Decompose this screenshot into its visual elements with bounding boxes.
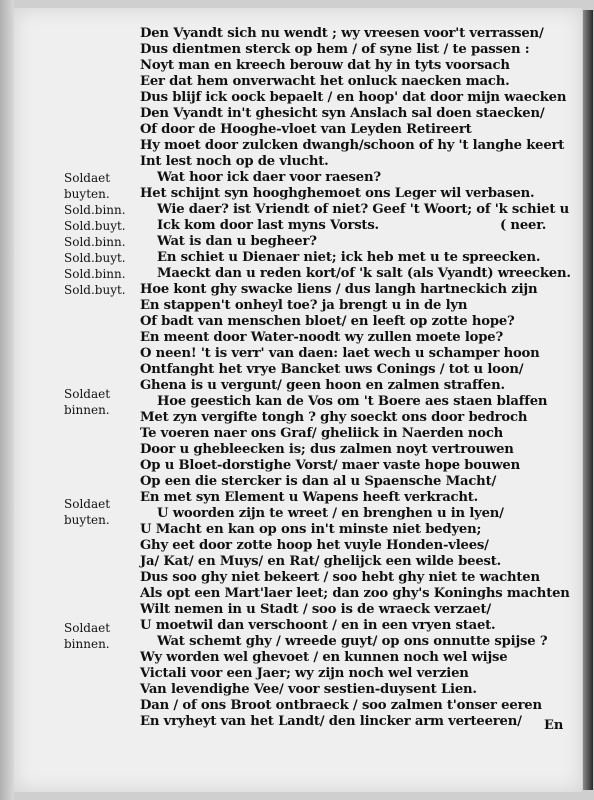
verse-line: Dan / of ons Broot ontbraeck / soo zalmen t'onser eeren: [140, 698, 542, 713]
verse-line: Het schijnt syn hooghghemoet ons Leger wil verbasen.: [140, 186, 535, 201]
verse-line: Victali voor een Jaer; wy zijn noch wel verzien: [140, 666, 469, 681]
verse-line: En schiet u Dienaer niet; ick heb met u te spreecken.: [157, 250, 541, 265]
speaker-label: Sold.buyt.: [64, 219, 126, 233]
speaker-label: Soldaet: [64, 497, 111, 511]
verse-line: Hoe geestich kan de Vos om 't Boere aes staen blaffen: [157, 394, 548, 409]
speaker-label: Sold.buyt.: [64, 283, 126, 297]
verse-line: Hy moet door zulcken dwangh/schoon of hy 't langhe keert: [140, 138, 565, 153]
verse-line: Door u ghebleecken is; dus zalmen noyt vertrouwen: [140, 442, 514, 457]
verse-line: U moetwil dan verschoont / en in een vryen staet.: [140, 618, 496, 633]
verse-line: En met syn Element u Wapens heeft verkracht.: [140, 490, 479, 505]
book-binding: [0, 0, 14, 800]
verse-suffix: ( neer.: [500, 218, 547, 233]
verse-line: Hoe kont ghy swacke liens / dus langh hartneckich zijn: [140, 282, 538, 297]
verse-line: Wat schemt ghy / wreede guyt/ op ons onnutte spijse ?: [157, 634, 548, 649]
speaker-label: binnen.: [64, 637, 110, 651]
page-edge: [583, 10, 593, 790]
speaker-label: binnen.: [64, 403, 110, 417]
verse-line: Den Vyandt sich nu wendt ; wy vreesen voor't verrassen/: [140, 26, 544, 41]
verse-line: Ontfanght het vrye Bancket uws Conings / tot u loon/: [140, 362, 524, 377]
speaker-label: Soldaet: [64, 171, 111, 185]
verse-line: Op u Bloet-dorstighe Vorst/ maer vaste hope bouwen: [140, 458, 521, 473]
speaker-label: Sold.binn.: [64, 203, 126, 217]
verse-line: U woorden zijn te wreet / en brenghen u in lyen/: [157, 506, 504, 521]
speaker-label: buyten.: [64, 513, 110, 527]
verse-line: Wie daer? ist Vriendt of niet? Geef 't Woort; of 'k schiet u: [157, 202, 570, 217]
speaker-label: Sold.binn.: [64, 267, 126, 281]
verse-line: Dus blijf ick oock bepaelt / en hoop' dat door mijn waecken: [140, 90, 567, 105]
verse-line: Int lest noch op de vlucht.: [140, 154, 329, 169]
verse-line: Op een die stercker is dan al u Spaensche Macht/: [140, 474, 497, 489]
verse-line: Wat hoor ick daer voor raesen?: [157, 170, 381, 185]
verse-line: Ghy eet door zotte hoop het vuyle Honden-vlees/: [140, 538, 489, 553]
verse-line: Met zyn vergifte tongh ? ghy soeckt ons door bedroch: [140, 410, 528, 425]
verse-line: Als opt een Mart'laer leet; dan zoo ghy's Koninghs machten: [140, 586, 570, 601]
speaker-label: buyten.: [64, 187, 110, 201]
speaker-label: Sold.binn.: [64, 235, 126, 249]
verse-line: O neen! 't is verr' van daen: laet wech u schamper hoon: [140, 346, 540, 361]
verse-line: Wy worden wel ghevoet / en kunnen noch wel wijse: [140, 650, 508, 665]
verse-line: Wilt nemen in u Stadt / soo is de wraeck verzaet/: [140, 602, 491, 617]
verse-line: En vryheyt van het Landt/ den lincker arm verteeren/: [140, 714, 522, 729]
verse-line: Noyt man en kreech berouw dat hy in tyts voorsach: [140, 58, 510, 73]
verse-line: Den Vyandt in't ghesicht syn Anslach sal doen staecken/: [140, 106, 545, 121]
verse-line: En meent door Water-noodt wy zullen moete lope?: [140, 330, 504, 345]
catchword: En: [544, 718, 564, 733]
verse-line: Ghena is u vergunt/ geen hoon en zalmen straffen.: [140, 378, 505, 393]
verse-line: Eer dat hem onverwacht het onluck naecken mach.: [140, 74, 510, 89]
speaker-label: Soldaet: [64, 387, 111, 401]
verse-line: Of badt van menschen bloet/ en leeft op zotte hope?: [140, 314, 515, 329]
verse-line: Maeckt dan u reden kort/of 'k salt (als Vyandt) wreecken.: [157, 266, 571, 281]
verse-line: U Macht en kan op ons in't minste niet bedyen;: [140, 522, 482, 537]
verse-line: Van levendighe Vee/ voor sestien-duysent Lien.: [140, 682, 477, 697]
verse-line: Wat is dan u begheer?: [157, 234, 317, 249]
verse-line: Dus soo ghy niet bekeert / soo hebt ghy niet te wachten: [140, 570, 540, 585]
speaker-label: Sold.buyt.: [64, 251, 126, 265]
verse-line: Te voeren naer ons Graf/ gheliick in Naerden noch: [140, 426, 504, 441]
speaker-label: Soldaet: [64, 621, 111, 635]
verse-line: En stappen't onheyl toe? ja brengt u in de lyn: [140, 298, 468, 313]
verse-line: Of door de Hooghe-vloet van Leyden Retireert: [140, 122, 472, 137]
verse-line: Dus dientmen sterck op hem / of syne list / te passen :: [140, 42, 530, 57]
verse-line: Ja/ Kat/ en Muys/ en Rat/ ghelijck een wilde beest.: [140, 554, 502, 569]
verse-line: Ick kom door last myns Vorsts.: [157, 218, 379, 233]
